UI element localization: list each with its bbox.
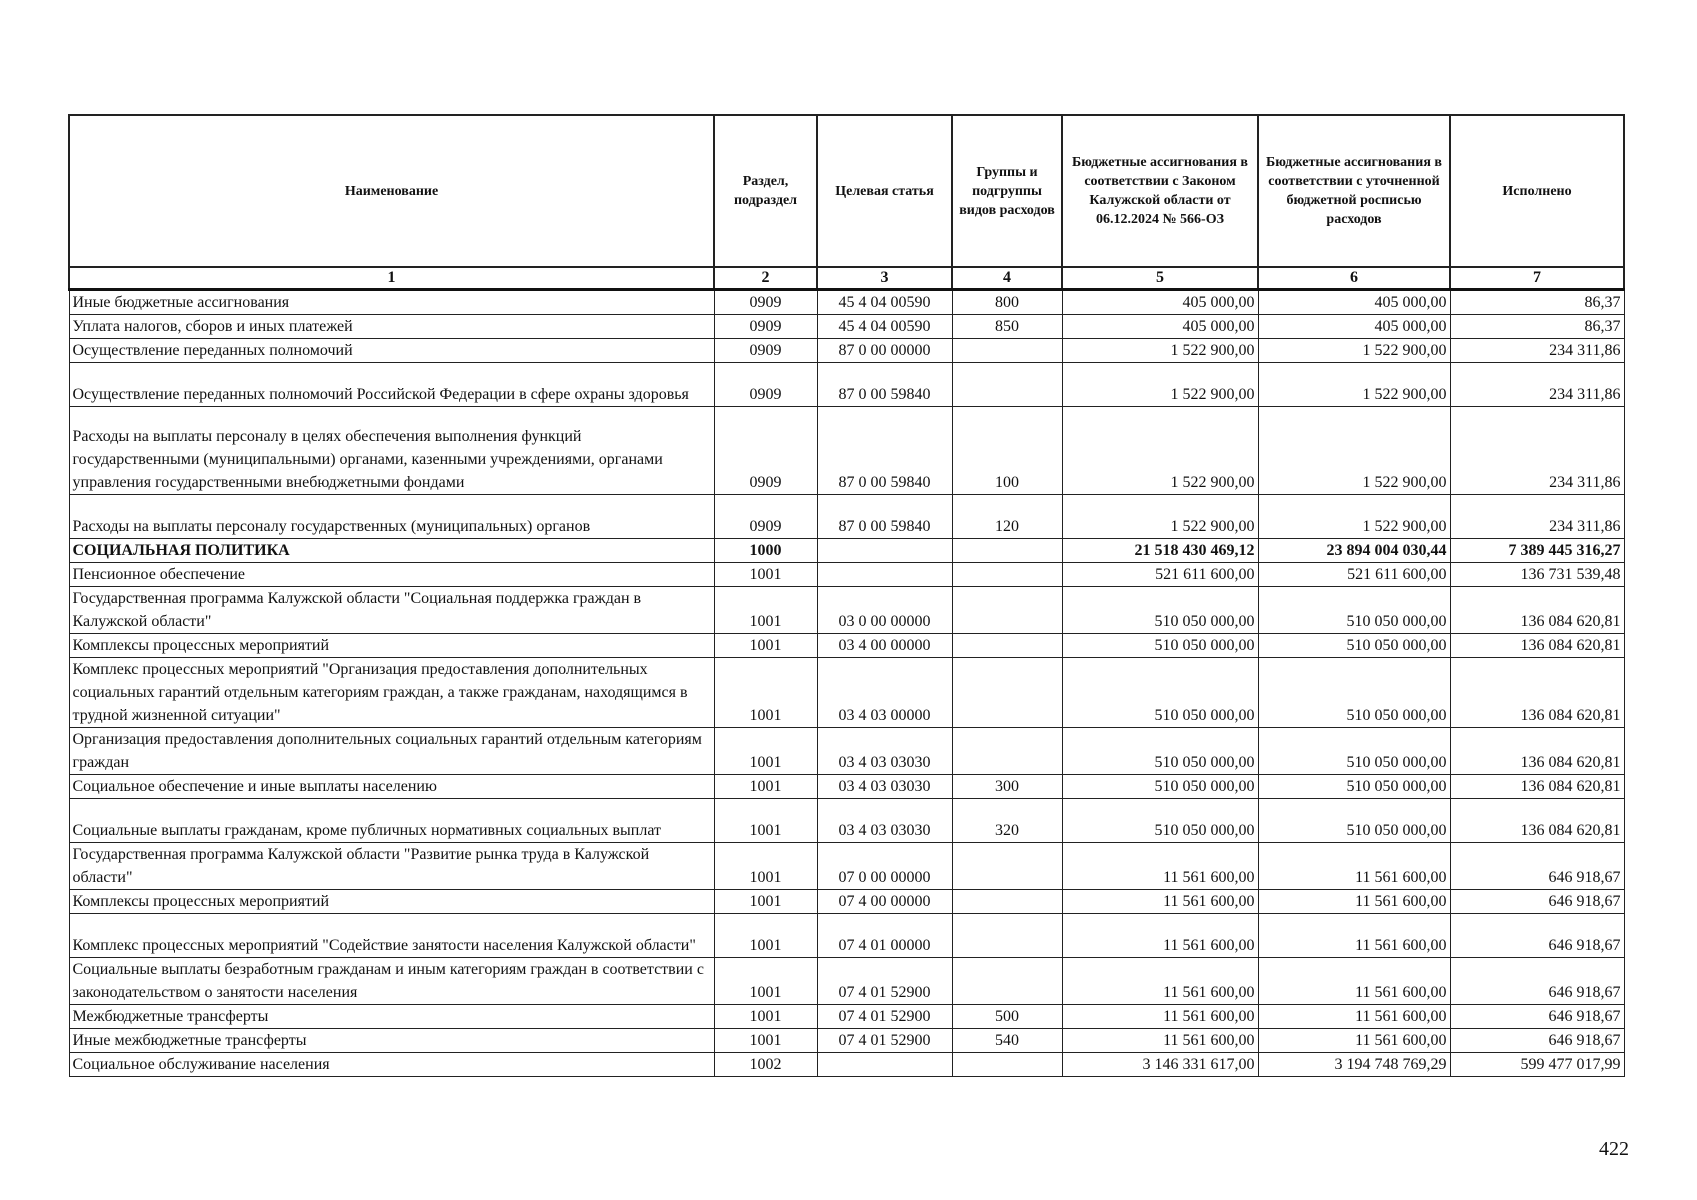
row-name: Комплекс процессных мероприятий "Организация предоставления дополнительных социальных гарантий отдельным категориям граждан, а также гражданам, находящимся в трудной жизненной ситуации" bbox=[69, 658, 714, 728]
row-section: 1001 bbox=[714, 799, 817, 843]
row-name: Пенсионное обеспечение bbox=[69, 563, 714, 587]
row-group: 500 bbox=[952, 1005, 1062, 1029]
column-number-row bbox=[69, 267, 1624, 290]
row-executed: 646 918,67 bbox=[1450, 958, 1624, 1005]
row-section: 0909 bbox=[714, 495, 817, 539]
table-row bbox=[69, 1029, 1624, 1053]
page-number: 422 bbox=[1599, 1138, 1629, 1160]
row-article: 07 4 01 52900 bbox=[817, 1005, 952, 1029]
row-name: СОЦИАЛЬНАЯ ПОЛИТИКА bbox=[69, 539, 714, 563]
row-group bbox=[952, 890, 1062, 914]
row-refined-allocation: 11 561 600,00 bbox=[1258, 958, 1450, 1005]
table-row bbox=[69, 775, 1624, 799]
row-law-allocation: 510 050 000,00 bbox=[1062, 799, 1258, 843]
row-article: 07 4 01 00000 bbox=[817, 914, 952, 958]
row-law-allocation: 1 522 900,00 bbox=[1062, 407, 1258, 495]
row-group bbox=[952, 914, 1062, 958]
column-number: 1 bbox=[69, 267, 714, 290]
header-executed: Исполнено bbox=[1450, 115, 1624, 267]
row-group bbox=[952, 563, 1062, 587]
row-refined-allocation: 510 050 000,00 bbox=[1258, 728, 1450, 775]
row-article: 03 4 00 00000 bbox=[817, 634, 952, 658]
row-executed: 646 918,67 bbox=[1450, 1029, 1624, 1053]
row-executed: 136 084 620,81 bbox=[1450, 775, 1624, 799]
row-section: 1002 bbox=[714, 1053, 817, 1077]
row-refined-allocation: 510 050 000,00 bbox=[1258, 799, 1450, 843]
header-law-allocation: Бюджетные ассигнования в соответствии с Законом Калужской области от 06.12.2024 № 566-ОЗ bbox=[1062, 115, 1258, 267]
row-executed: 646 918,67 bbox=[1450, 843, 1624, 890]
table-row bbox=[69, 290, 1624, 315]
row-name: Иные бюджетные ассигнования bbox=[69, 290, 714, 315]
table-body bbox=[69, 290, 1624, 1077]
table-row bbox=[69, 1053, 1624, 1077]
header-article: Целевая статья bbox=[817, 115, 952, 267]
row-law-allocation: 11 561 600,00 bbox=[1062, 914, 1258, 958]
row-executed: 86,37 bbox=[1450, 290, 1624, 315]
budget-table bbox=[68, 114, 1625, 1077]
row-refined-allocation: 11 561 600,00 bbox=[1258, 1029, 1450, 1053]
row-group bbox=[952, 1053, 1062, 1077]
row-group: 120 bbox=[952, 495, 1062, 539]
row-executed: 86,37 bbox=[1450, 315, 1624, 339]
row-law-allocation: 521 611 600,00 bbox=[1062, 563, 1258, 587]
row-name: Иные межбюджетные трансферты bbox=[69, 1029, 714, 1053]
row-name: Организация предоставления дополнительных социальных гарантий отдельным категориям граждан bbox=[69, 728, 714, 775]
row-executed: 136 084 620,81 bbox=[1450, 634, 1624, 658]
row-refined-allocation: 1 522 900,00 bbox=[1258, 363, 1450, 407]
row-executed: 136 084 620,81 bbox=[1450, 658, 1624, 728]
row-section: 1001 bbox=[714, 1029, 817, 1053]
table-row bbox=[69, 495, 1624, 539]
column-number: 2 bbox=[714, 267, 817, 290]
row-group bbox=[952, 587, 1062, 634]
row-executed: 646 918,67 bbox=[1450, 890, 1624, 914]
row-article: 07 0 00 00000 bbox=[817, 843, 952, 890]
row-article: 87 0 00 59840 bbox=[817, 363, 952, 407]
row-name: Расходы на выплаты персоналу в целях обеспечения выполнения функций государственными (муниципальными) органами, казенными учреждениями, органами управления государственными внебюджетными фондами bbox=[69, 407, 714, 495]
row-executed: 599 477 017,99 bbox=[1450, 1053, 1624, 1077]
row-refined-allocation: 1 522 900,00 bbox=[1258, 495, 1450, 539]
row-group bbox=[952, 363, 1062, 407]
column-number: 6 bbox=[1258, 267, 1450, 290]
row-article bbox=[817, 563, 952, 587]
header-refined-allocation: Бюджетные ассигнования в соответствии с уточненной бюджетной росписью расходов bbox=[1258, 115, 1450, 267]
row-group: 540 bbox=[952, 1029, 1062, 1053]
column-number: 4 bbox=[952, 267, 1062, 290]
row-executed: 646 918,67 bbox=[1450, 1005, 1624, 1029]
row-law-allocation: 11 561 600,00 bbox=[1062, 890, 1258, 914]
row-section: 0909 bbox=[714, 407, 817, 495]
row-refined-allocation: 11 561 600,00 bbox=[1258, 1005, 1450, 1029]
row-section: 1001 bbox=[714, 890, 817, 914]
row-section: 1001 bbox=[714, 658, 817, 728]
row-name: Комплексы процессных мероприятий bbox=[69, 890, 714, 914]
row-group: 320 bbox=[952, 799, 1062, 843]
row-article: 03 0 00 00000 bbox=[817, 587, 952, 634]
row-law-allocation: 405 000,00 bbox=[1062, 315, 1258, 339]
column-number: 5 bbox=[1062, 267, 1258, 290]
row-refined-allocation: 3 194 748 769,29 bbox=[1258, 1053, 1450, 1077]
row-law-allocation: 405 000,00 bbox=[1062, 290, 1258, 315]
row-executed: 7 389 445 316,27 bbox=[1450, 539, 1624, 563]
row-refined-allocation: 11 561 600,00 bbox=[1258, 890, 1450, 914]
row-article: 03 4 03 00000 bbox=[817, 658, 952, 728]
row-group bbox=[952, 339, 1062, 363]
row-section: 1001 bbox=[714, 634, 817, 658]
table-row bbox=[69, 363, 1624, 407]
row-name: Межбюджетные трансферты bbox=[69, 1005, 714, 1029]
row-section: 0909 bbox=[714, 290, 817, 315]
row-article bbox=[817, 1053, 952, 1077]
table-row bbox=[69, 843, 1624, 890]
row-group bbox=[952, 658, 1062, 728]
row-refined-allocation: 521 611 600,00 bbox=[1258, 563, 1450, 587]
row-refined-allocation: 405 000,00 bbox=[1258, 290, 1450, 315]
row-name: Социальные выплаты безработным гражданам и иным категориям граждан в соответствии с законодательством о занятости населения bbox=[69, 958, 714, 1005]
row-article: 87 0 00 00000 bbox=[817, 339, 952, 363]
row-law-allocation: 21 518 430 469,12 bbox=[1062, 539, 1258, 563]
row-section: 1001 bbox=[714, 1005, 817, 1029]
row-law-allocation: 11 561 600,00 bbox=[1062, 1029, 1258, 1053]
row-group bbox=[952, 634, 1062, 658]
row-law-allocation: 3 146 331 617,00 bbox=[1062, 1053, 1258, 1077]
row-executed: 136 084 620,81 bbox=[1450, 799, 1624, 843]
row-section: 1001 bbox=[714, 914, 817, 958]
row-law-allocation: 1 522 900,00 bbox=[1062, 339, 1258, 363]
row-law-allocation: 11 561 600,00 bbox=[1062, 843, 1258, 890]
row-section: 1001 bbox=[714, 563, 817, 587]
row-executed: 234 311,86 bbox=[1450, 339, 1624, 363]
row-law-allocation: 510 050 000,00 bbox=[1062, 658, 1258, 728]
table-row bbox=[69, 315, 1624, 339]
row-refined-allocation: 510 050 000,00 bbox=[1258, 775, 1450, 799]
row-article: 45 4 04 00590 bbox=[817, 290, 952, 315]
row-name: Комплекс процессных мероприятий "Содействие занятости населения Калужской области" bbox=[69, 914, 714, 958]
table-row bbox=[69, 658, 1624, 728]
row-article bbox=[817, 539, 952, 563]
table-row bbox=[69, 339, 1624, 363]
row-article: 03 4 03 03030 bbox=[817, 728, 952, 775]
row-group: 300 bbox=[952, 775, 1062, 799]
header-name: Наименование bbox=[69, 115, 714, 267]
column-number: 3 bbox=[817, 267, 952, 290]
row-executed: 136 084 620,81 bbox=[1450, 587, 1624, 634]
row-refined-allocation: 510 050 000,00 bbox=[1258, 658, 1450, 728]
row-refined-allocation: 1 522 900,00 bbox=[1258, 407, 1450, 495]
row-name: Осуществление переданных полномочий bbox=[69, 339, 714, 363]
row-section: 1001 bbox=[714, 775, 817, 799]
row-executed: 136 084 620,81 bbox=[1450, 728, 1624, 775]
row-refined-allocation: 1 522 900,00 bbox=[1258, 339, 1450, 363]
row-law-allocation: 11 561 600,00 bbox=[1062, 1005, 1258, 1029]
table-row bbox=[69, 890, 1624, 914]
row-name: Социальное обеспечение и иные выплаты населению bbox=[69, 775, 714, 799]
row-executed: 646 918,67 bbox=[1450, 914, 1624, 958]
row-group bbox=[952, 539, 1062, 563]
row-name: Государственная программа Калужской области "Социальная поддержка граждан в Калужской области" bbox=[69, 587, 714, 634]
row-article: 03 4 03 03030 bbox=[817, 799, 952, 843]
row-article: 07 4 01 52900 bbox=[817, 958, 952, 1005]
row-refined-allocation: 405 000,00 bbox=[1258, 315, 1450, 339]
row-section: 1001 bbox=[714, 728, 817, 775]
row-section: 1001 bbox=[714, 843, 817, 890]
row-section: 1001 bbox=[714, 587, 817, 634]
table-row bbox=[69, 539, 1624, 563]
row-law-allocation: 1 522 900,00 bbox=[1062, 363, 1258, 407]
table-row bbox=[69, 587, 1624, 634]
row-law-allocation: 1 522 900,00 bbox=[1062, 495, 1258, 539]
row-section: 0909 bbox=[714, 363, 817, 407]
row-refined-allocation: 510 050 000,00 bbox=[1258, 634, 1450, 658]
row-name: Социальные выплаты гражданам, кроме публичных нормативных социальных выплат bbox=[69, 799, 714, 843]
row-group: 850 bbox=[952, 315, 1062, 339]
row-article: 87 0 00 59840 bbox=[817, 407, 952, 495]
row-refined-allocation: 23 894 004 030,44 bbox=[1258, 539, 1450, 563]
row-article: 03 4 03 03030 bbox=[817, 775, 952, 799]
table-row bbox=[69, 958, 1624, 1005]
row-name: Уплата налогов, сборов и иных платежей bbox=[69, 315, 714, 339]
table-row bbox=[69, 1005, 1624, 1029]
row-section: 0909 bbox=[714, 315, 817, 339]
row-name: Государственная программа Калужской области "Развитие рынка труда в Калужской области" bbox=[69, 843, 714, 890]
row-law-allocation: 510 050 000,00 bbox=[1062, 587, 1258, 634]
table-row bbox=[69, 914, 1624, 958]
table-row bbox=[69, 634, 1624, 658]
row-group bbox=[952, 843, 1062, 890]
row-name: Расходы на выплаты персоналу государственных (муниципальных) органов bbox=[69, 495, 714, 539]
row-law-allocation: 510 050 000,00 bbox=[1062, 728, 1258, 775]
header-section: Раздел, подраздел bbox=[714, 115, 817, 267]
row-law-allocation: 11 561 600,00 bbox=[1062, 958, 1258, 1005]
row-article: 87 0 00 59840 bbox=[817, 495, 952, 539]
row-refined-allocation: 11 561 600,00 bbox=[1258, 843, 1450, 890]
row-law-allocation: 510 050 000,00 bbox=[1062, 775, 1258, 799]
row-article: 07 4 00 00000 bbox=[817, 890, 952, 914]
table-header-row bbox=[69, 115, 1624, 267]
row-group bbox=[952, 728, 1062, 775]
row-article: 45 4 04 00590 bbox=[817, 315, 952, 339]
table-row bbox=[69, 728, 1624, 775]
table-row bbox=[69, 799, 1624, 843]
row-section: 0909 bbox=[714, 339, 817, 363]
row-refined-allocation: 510 050 000,00 bbox=[1258, 587, 1450, 634]
row-section: 1001 bbox=[714, 958, 817, 1005]
table-row bbox=[69, 407, 1624, 495]
row-name: Комплексы процессных мероприятий bbox=[69, 634, 714, 658]
row-group: 800 bbox=[952, 290, 1062, 315]
header-group: Группы и подгруппы видов расходов bbox=[952, 115, 1062, 267]
row-article: 07 4 01 52900 bbox=[817, 1029, 952, 1053]
row-group: 100 bbox=[952, 407, 1062, 495]
row-section: 1000 bbox=[714, 539, 817, 563]
row-name: Социальное обслуживание населения bbox=[69, 1053, 714, 1077]
row-group bbox=[952, 958, 1062, 1005]
table-row bbox=[69, 563, 1624, 587]
row-executed: 136 731 539,48 bbox=[1450, 563, 1624, 587]
row-refined-allocation: 11 561 600,00 bbox=[1258, 914, 1450, 958]
row-executed: 234 311,86 bbox=[1450, 495, 1624, 539]
row-executed: 234 311,86 bbox=[1450, 363, 1624, 407]
column-number: 7 bbox=[1450, 267, 1624, 290]
row-law-allocation: 510 050 000,00 bbox=[1062, 634, 1258, 658]
row-name: Осуществление переданных полномочий Российской Федерации в сфере охраны здоровья bbox=[69, 363, 714, 407]
row-executed: 234 311,86 bbox=[1450, 407, 1624, 495]
